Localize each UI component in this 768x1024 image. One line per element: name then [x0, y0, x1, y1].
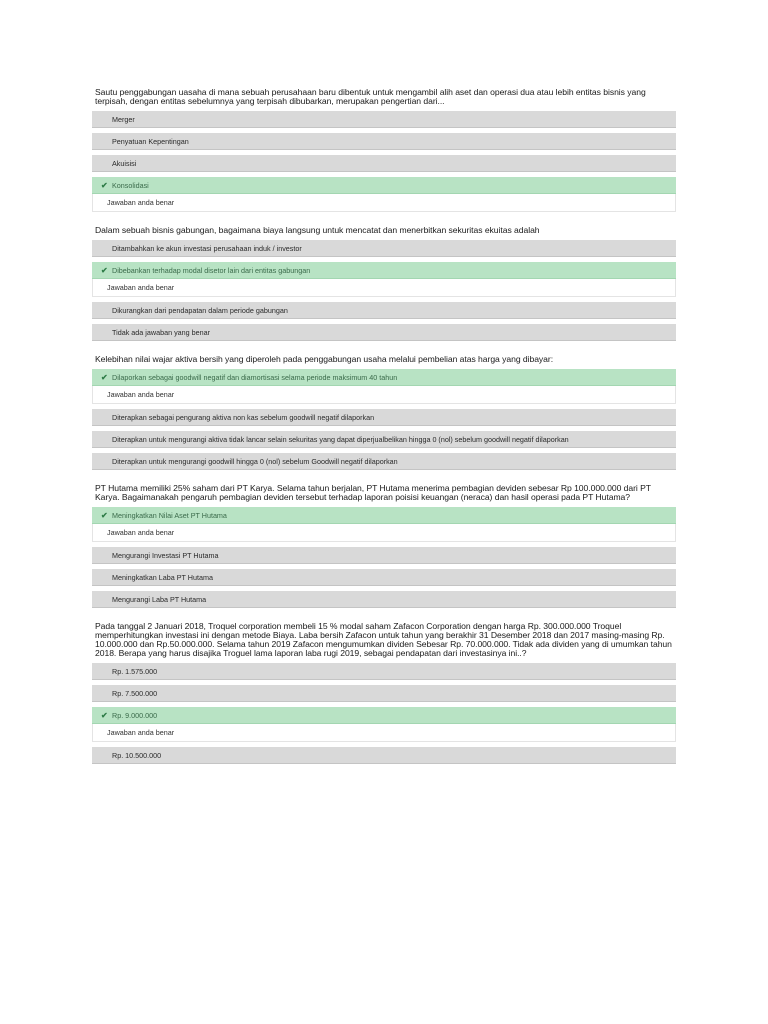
check-icon: ✔ — [101, 181, 108, 190]
answer-option[interactable]: Diterapkan untuk mengurangi goodwill hingga 0 (nol) sebelum Goodwill negatif dilaporkan — [92, 453, 676, 470]
check-icon: ✔ — [101, 373, 108, 382]
answer-option-label: Rp. 9.000.000 — [112, 711, 158, 720]
answer-option-label: Konsolidasi — [112, 181, 149, 190]
answer-option-correct[interactable] — [92, 262, 676, 279]
question-text: Sautu penggabungan uasaha di mana sebuah perusahaan baru dibentuk untuk mengambil alih aset dan operasi dua atau lebih entitas bisnis yang terpisah, dengan entitas sebelumnya yang terpisah dibubarkan, merupakan pengertian dari... — [95, 87, 646, 106]
answer-option[interactable]: Dikurangkan dari pendapatan dalam periode gabungan — [92, 302, 676, 319]
check-icon: ✔ — [101, 266, 108, 275]
feedback-correct: Jawaban anda benar — [92, 524, 676, 542]
question-3 — [92, 355, 676, 470]
answer-option-label: Dibebankan terhadap modal disetor lain dari entitas gabungan — [112, 266, 311, 275]
answer-option[interactable]: Rp. 1.575.000 — [92, 663, 676, 680]
answer-option-correct[interactable] — [92, 177, 676, 194]
feedback-correct: Jawaban anda benar — [92, 386, 676, 404]
answer-option[interactable]: Diterapkan untuk mengurangi aktiva tidak lancar selain sekuritas yang dapat diperjualbelikan hingga 0 (nol) sebelum goodwill negatif dilaporkan — [92, 431, 676, 448]
answer-option[interactable]: Meningkatkan Laba PT Hutama — [92, 569, 676, 586]
feedback-correct: Jawaban anda benar — [92, 194, 676, 212]
answer-option[interactable]: Ditambahkan ke akun investasi perusahaan induk / investor — [92, 240, 676, 257]
check-icon: ✔ — [101, 511, 108, 520]
quiz-review — [92, 88, 676, 778]
answer-option[interactable]: Mengurangi Investasi PT Hutama — [92, 547, 676, 564]
answer-option[interactable]: Rp. 7.500.000 — [92, 685, 676, 702]
answer-option-label: Meningkatkan Nilai Aset PT Hutama — [112, 511, 227, 520]
question-2 — [92, 226, 676, 341]
answer-option-correct[interactable] — [92, 707, 676, 724]
answer-option[interactable]: Tidak ada jawaban yang benar — [92, 324, 676, 341]
check-icon: ✔ — [101, 711, 108, 720]
answer-option[interactable]: Akuisisi — [92, 155, 676, 172]
answer-option[interactable]: Diterapkan sebagai pengurang aktiva non kas sebelum goodwill negatif dilaporkan — [92, 409, 676, 426]
feedback-correct: Jawaban anda benar — [92, 724, 676, 742]
feedback-correct: Jawaban anda benar — [92, 279, 676, 297]
question-1 — [92, 88, 676, 212]
question-text: Dalam sebuah bisnis gabungan, bagaimana biaya langsung untuk mencatat dan menerbitkan sekuritas ekuitas adalah — [95, 225, 540, 235]
answer-option[interactable]: Merger — [92, 111, 676, 128]
answer-option-correct[interactable] — [92, 369, 676, 386]
question-4 — [92, 484, 676, 608]
answer-option[interactable]: Penyatuan Kepentingan — [92, 133, 676, 150]
answer-option[interactable]: Mengurangi Laba PT Hutama — [92, 591, 676, 608]
question-text: Kelebihan nilai wajar aktiva bersih yang diperoleh pada penggabungan usaha melalui pembelian atas harga yang dibayar: — [95, 354, 554, 364]
answer-option-label: Dilaporkan sebagai goodwill negatif dan diamortisasi selama periode maksimum 40 tahun — [112, 373, 398, 382]
question-text: Pada tanggal 2 Januari 2018, Troquel corporation membeli 15 % modal saham Zafacon Corporation dengan harga Rp. 300.000.000 Troquel memperhitungkan investasi ini dengan metode Biaya. Laba bersih Zafacon untuk tahun yang berakhir 31 Desember 2018 dan 2017 masing-masing Rp. 10.000.000 dan Rp.50.000.000. Selama tahun 2019 Zafacon mengumumkan dividen Sebesar Rp. 70.000.000. Tidak ada dividen yang di umumkan tahun 2018. Berapa yang harus disajika Troguel lama laporan laba rugi 2019, sebagai pendapatan dari investasinya ini..? — [95, 621, 672, 658]
question-5 — [92, 622, 676, 764]
answer-option[interactable]: Rp. 10.500.000 — [92, 747, 676, 764]
question-text: PT Hutama memiliki 25% saham dari PT Karya. Selama tahun berjalan, PT Hutama menerima pembagian deviden sebesar Rp 100.000.000 dari PT Karya. Bagaimanakah pengaruh pembagian deviden tersebut terhadap laporan poisisi keuangan (neraca) dan hasil operasi pada PT Hutama? — [95, 483, 651, 502]
answer-option-correct[interactable] — [92, 507, 676, 524]
